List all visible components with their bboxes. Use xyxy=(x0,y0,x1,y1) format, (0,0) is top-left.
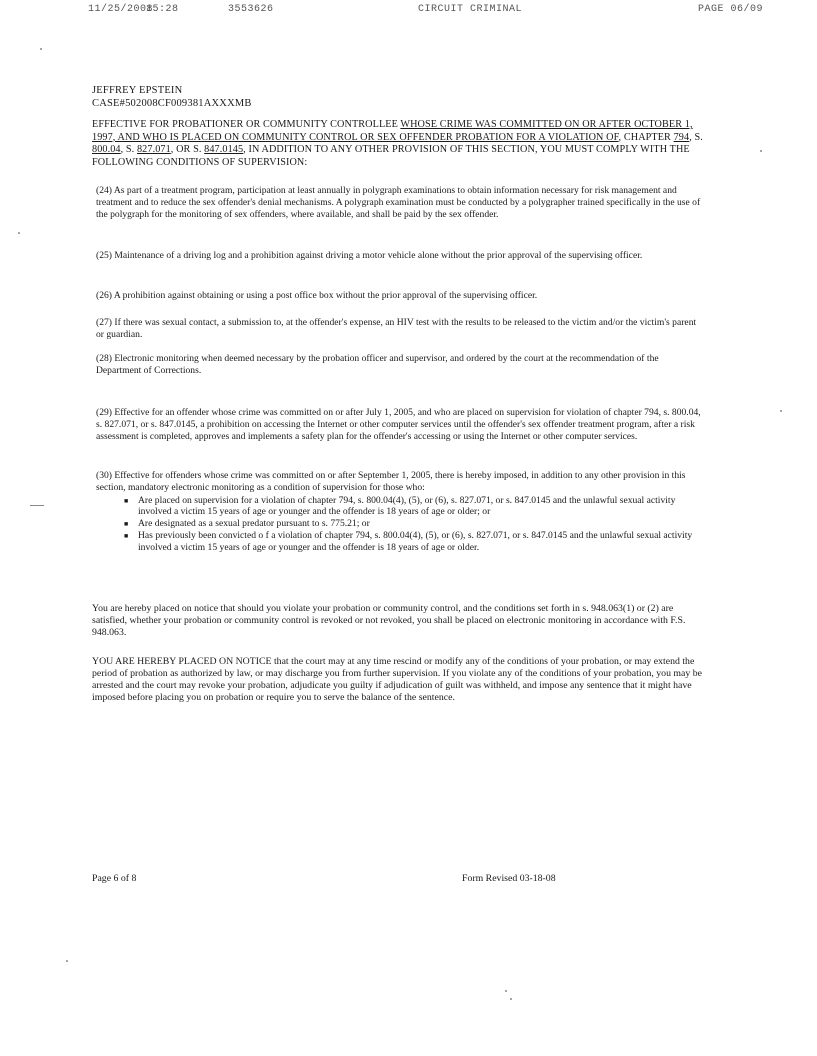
list-item xyxy=(124,530,706,554)
list-item xyxy=(124,518,706,530)
condition-text: Effective for offenders whose crime was committed on or after September 1, 2005, there is hereby imposed, in addition to any other provision in this section, mandatory electronic monitoring as a condition of supervision for those who: xyxy=(96,470,686,493)
fax-date: 11/25/2008 xyxy=(88,4,154,15)
condition-30 xyxy=(96,470,706,554)
condition-24 xyxy=(96,185,706,220)
condition-text: As part of a treatment program, participation at least annually in polygraph examinations to obtain information necessary for risk management and treatment and to reduce the sex offender's denial mechanisms. A polygraph examination must be conducted by a polygrapher trained specifically in the use of the polygraph for the monitoring of sex offenders, where available, and shall be paid by the sex offender. xyxy=(96,185,701,220)
effective-part6: , OR S. xyxy=(170,144,205,155)
scan-speck xyxy=(40,48,42,50)
effective-part2: WHOSE CRIME WAS COMMITTED ON OR AFTER OCTOBER 1, 1997, AND WHO IS PLACED ON COMMUNITY CONTROL OR SEX OFFENDER PROBATION FOR A VIOLATION OF xyxy=(92,119,693,143)
condition-number: (28) xyxy=(96,353,112,364)
fax-number: 3553626 xyxy=(228,4,274,15)
fax-time: 15:28 xyxy=(146,4,179,15)
notice-body: that the court may at any time rescind or modify any of the conditions of your probation, or may extend the period of probation as authorized by law, or may discharge you from further supervision. If you violate any of the conditions of your probation, you may be arrested and the court may revoke your probation, adjudicate you guilty if adjudication of guilt was withheld, and impose any sentence that it might have imposed before placing you on probation or require you to serve the balance of the sentence. xyxy=(92,656,702,703)
bullet-text: Has previously been convicted o f a violation of chapter 794, s. 800.04(4), (5), or (6), s. 827.071, or s. 847.0145 and the unlawful sexual activity involved a victim 15 years of age or younger and the offender is 18 years of age or older. xyxy=(138,529,693,553)
effective-ref-827: 827.071 xyxy=(136,144,171,155)
scan-speck xyxy=(510,998,512,1000)
scan-speck xyxy=(780,410,782,412)
condition-27 xyxy=(96,317,706,341)
list-item xyxy=(124,495,706,519)
effective-part3: , CHAPTER xyxy=(618,131,674,143)
notice-electronic-monitoring: You are hereby placed on notice that should you violate your probation or community control, and the conditions set forth in s. 948.063(1) or (2) are satisfied, whether your probation or community control is revoked or not revoked, you shall be placed on electronic monitoring in accordance with F.S. 948.063. xyxy=(92,603,686,638)
condition-30-bullets xyxy=(96,495,706,554)
condition-29 xyxy=(96,407,706,442)
effective-part5: , S. xyxy=(120,144,137,155)
condition-number: (30) xyxy=(96,470,112,481)
notice-lead: YOU ARE HEREBY PLACED ON NOTICE xyxy=(92,656,272,667)
condition-26 xyxy=(96,290,706,302)
condition-number: (29) xyxy=(96,407,112,418)
effective-ref-847: 847.0145 xyxy=(204,144,244,155)
condition-text: A prohibition against obtaining or using a post office box without the prior approval of the supervising officer. xyxy=(113,290,538,301)
bullet-icon: ■ xyxy=(124,531,129,540)
bullet-icon: ■ xyxy=(124,496,129,505)
scan-speck xyxy=(18,232,20,234)
condition-text: Effective for an offender whose crime was committed on or after July 1, 2005, and who are placed on supervision for violation of chapter 794, s. 800.04, s. 827.071, or s. 847.0145, a prohibition on accessing the Internet or other computer services until the offender's sex offender treatment program, after a risk assessment is completed, approves and implements a safety plan for the offender's accessing or using the Internet or other computer services. xyxy=(96,407,701,442)
scan-speck xyxy=(760,150,762,152)
condition-28 xyxy=(96,353,706,377)
condition-number: (24) xyxy=(96,185,112,196)
condition-number: (26) xyxy=(96,290,112,301)
effective-ref-794: 794 xyxy=(673,131,690,143)
condition-text: If there was sexual contact, a submission to, at the offender's expense, an HIV test with the results to be released to the victim and/or the victim's parent or guardian. xyxy=(96,317,697,340)
fax-department: CIRCUIT CRIMINAL xyxy=(418,4,523,15)
effective-part1: EFFECTIVE FOR PROBATIONER OR COMMUNITY CONTROLLEE xyxy=(92,119,401,130)
notice-court-rights xyxy=(92,656,704,704)
effective-part4: , S. xyxy=(689,131,703,143)
condition-number: (25) xyxy=(96,250,112,261)
bullet-text: Are designated as a sexual predator pursuant to s. 775.21; or xyxy=(138,518,370,530)
page-number: Page 6 of 8 xyxy=(92,873,137,884)
effective-ref-800: 800.04 xyxy=(92,144,121,155)
effective-clause xyxy=(92,119,704,169)
bullet-text: Are placed on supervision for a violation of chapter 794, s. 800.04(4), (5), or (6), s. 827.071, or s. 847.0145 and the unlawful sexual activity involved a victim 15 years of age or younger and the offender is 18 years of age or older; or xyxy=(138,494,676,518)
scan-speck xyxy=(505,990,507,992)
condition-25 xyxy=(96,250,706,262)
condition-number: (27) xyxy=(96,317,112,328)
case-number: CASE#502008CF009381AXXXMB xyxy=(92,98,252,109)
defendant-name: JEFFREY EPSTEIN xyxy=(92,85,183,96)
bullet-icon: ■ xyxy=(124,520,129,529)
case-block xyxy=(92,84,252,110)
fax-header xyxy=(88,4,788,26)
fax-page: PAGE 06/09 xyxy=(698,4,764,15)
scan-speck xyxy=(66,960,68,962)
effective-part7: , IN ADDITION TO ANY OTHER PROVISION OF THIS SECTION, YOU MUST COMPLY WITH THE FOLLOWING CONDITIONS OF SUPERVISION: xyxy=(92,144,690,168)
scan-speck xyxy=(30,505,44,506)
form-revision: Form Revised 03-18-08 xyxy=(462,873,556,884)
condition-text: Maintenance of a driving log and a prohibition against driving a motor vehicle alone without the prior approval of the supervising officer. xyxy=(114,250,643,261)
condition-text: Electronic monitoring when deemed necessary by the probation officer and supervisor, and ordered by the court at the recommendation of the Department of Corrections. xyxy=(96,353,659,376)
